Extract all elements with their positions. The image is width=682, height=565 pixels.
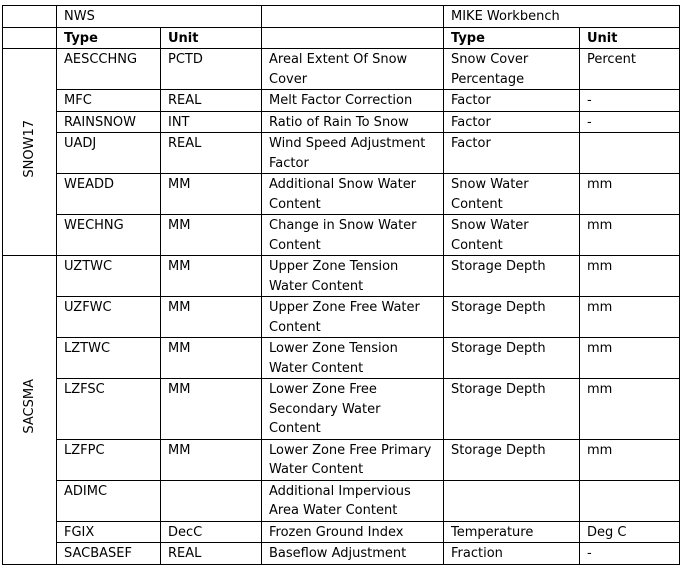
- description-cell: Ratio of Rain To Snow: [262, 111, 444, 133]
- mike-type-cell: Storage Depth: [444, 256, 580, 297]
- nws-type-cell: UZFWC: [57, 297, 161, 338]
- mike-type-cell: Factor: [444, 90, 580, 112]
- mike-workbench-header: MIKE Workbench: [444, 6, 680, 28]
- nws-header: NWS: [57, 6, 262, 28]
- nws-type-header: Type: [57, 27, 161, 49]
- table-row: [3, 297, 680, 338]
- mike-type-cell: Fraction: [444, 543, 580, 565]
- mike-type-cell: [444, 480, 580, 521]
- nws-unit-cell: MM: [161, 174, 262, 215]
- nws-unit-cell: INT: [161, 111, 262, 133]
- table-row: [3, 379, 680, 440]
- nws-unit-header: Unit: [161, 27, 262, 49]
- mike-type-header: Type: [444, 27, 580, 49]
- nws-unit-cell: MM: [161, 256, 262, 297]
- table-row: [3, 256, 680, 297]
- nws-unit-cell: [161, 480, 262, 521]
- mike-unit-cell: mm: [580, 215, 680, 256]
- description-cell: Wind Speed Adjustment Factor: [262, 133, 444, 174]
- nws-unit-cell: PCTD: [161, 49, 262, 90]
- description-cell: Lower Zone Free Secondary Water Content: [262, 379, 444, 440]
- nws-unit-cell: REAL: [161, 133, 262, 174]
- nws-type-cell: LZFPC: [57, 439, 161, 480]
- mike-unit-cell: -: [580, 543, 680, 565]
- group-label-snow17: SNOW17: [3, 49, 57, 256]
- description-cell: Lower Zone Tension Water Content: [262, 338, 444, 379]
- nws-type-cell: LZFSC: [57, 379, 161, 440]
- table-row: [3, 215, 680, 256]
- corner-cell: [3, 27, 57, 49]
- description-cell: Upper Zone Tension Water Content: [262, 256, 444, 297]
- mike-type-cell: Storage Depth: [444, 297, 580, 338]
- description-cell: Melt Factor Correction: [262, 90, 444, 112]
- nws-type-cell: WEADD: [57, 174, 161, 215]
- nws-type-cell: ADIMC: [57, 480, 161, 521]
- description-header-cell: [262, 27, 444, 49]
- mike-type-cell: Factor: [444, 133, 580, 174]
- description-cell: Change in Snow Water Content: [262, 215, 444, 256]
- mike-type-cell: Storage Depth: [444, 379, 580, 440]
- table-row: [3, 49, 680, 90]
- table-row: [3, 543, 680, 565]
- table-row: [3, 90, 680, 112]
- mike-unit-cell: -: [580, 90, 680, 112]
- mike-unit-cell: -: [580, 111, 680, 133]
- nws-type-cell: AESCCHNG: [57, 49, 161, 90]
- mike-type-cell: Storage Depth: [444, 338, 580, 379]
- nws-unit-cell: MM: [161, 439, 262, 480]
- description-cell: Additional Snow Water Content: [262, 174, 444, 215]
- table-row: [3, 133, 680, 174]
- mike-type-cell: Factor: [444, 111, 580, 133]
- table-row: [3, 338, 680, 379]
- nws-unit-cell: MM: [161, 379, 262, 440]
- table-row: [3, 174, 680, 215]
- nws-unit-cell: REAL: [161, 90, 262, 112]
- mike-type-cell: Snow Water Content: [444, 215, 580, 256]
- mike-unit-cell: mm: [580, 297, 680, 338]
- mike-unit-cell: mm: [580, 439, 680, 480]
- mike-unit-cell: [580, 133, 680, 174]
- parameter-mapping-table: [2, 5, 680, 565]
- description-cell: Lower Zone Free Primary Water Content: [262, 439, 444, 480]
- table-row: [3, 439, 680, 480]
- nws-unit-cell: MM: [161, 338, 262, 379]
- source-header-row: [3, 6, 680, 28]
- nws-unit-cell: DecC: [161, 521, 262, 543]
- mike-unit-cell: Deg C: [580, 521, 680, 543]
- corner-cell: [3, 6, 57, 28]
- mike-unit-cell: mm: [580, 338, 680, 379]
- description-header-cell: [262, 6, 444, 28]
- mike-unit-cell: mm: [580, 256, 680, 297]
- description-cell: Upper Zone Free Water Content: [262, 297, 444, 338]
- nws-unit-cell: MM: [161, 297, 262, 338]
- mike-type-cell: Temperature: [444, 521, 580, 543]
- nws-type-cell: MFC: [57, 90, 161, 112]
- table-row: [3, 521, 680, 543]
- nws-type-cell: FGIX: [57, 521, 161, 543]
- mike-type-cell: Storage Depth: [444, 439, 580, 480]
- mike-unit-cell: Percent: [580, 49, 680, 90]
- group-label-sacsma: SACSMA: [3, 256, 57, 565]
- column-header-row: [3, 27, 680, 49]
- description-cell: Additional Impervious Area Water Content: [262, 480, 444, 521]
- mike-unit-cell: [580, 480, 680, 521]
- description-cell: Frozen Ground Index: [262, 521, 444, 543]
- nws-type-cell: SACBASEF: [57, 543, 161, 565]
- nws-type-cell: RAINSNOW: [57, 111, 161, 133]
- mike-type-cell: Snow Cover Percentage: [444, 49, 580, 90]
- table-row: [3, 111, 680, 133]
- nws-unit-cell: MM: [161, 215, 262, 256]
- description-cell: Areal Extent Of Snow Cover: [262, 49, 444, 90]
- nws-type-cell: UADJ: [57, 133, 161, 174]
- description-cell: Baseflow Adjustment: [262, 543, 444, 565]
- mike-unit-cell: mm: [580, 174, 680, 215]
- mike-type-cell: Snow Water Content: [444, 174, 580, 215]
- mike-unit-header: Unit: [580, 27, 680, 49]
- mike-unit-cell: mm: [580, 379, 680, 440]
- nws-type-cell: UZTWC: [57, 256, 161, 297]
- nws-type-cell: LZTWC: [57, 338, 161, 379]
- nws-type-cell: WECHNG: [57, 215, 161, 256]
- table-row: [3, 480, 680, 521]
- nws-unit-cell: REAL: [161, 543, 262, 565]
